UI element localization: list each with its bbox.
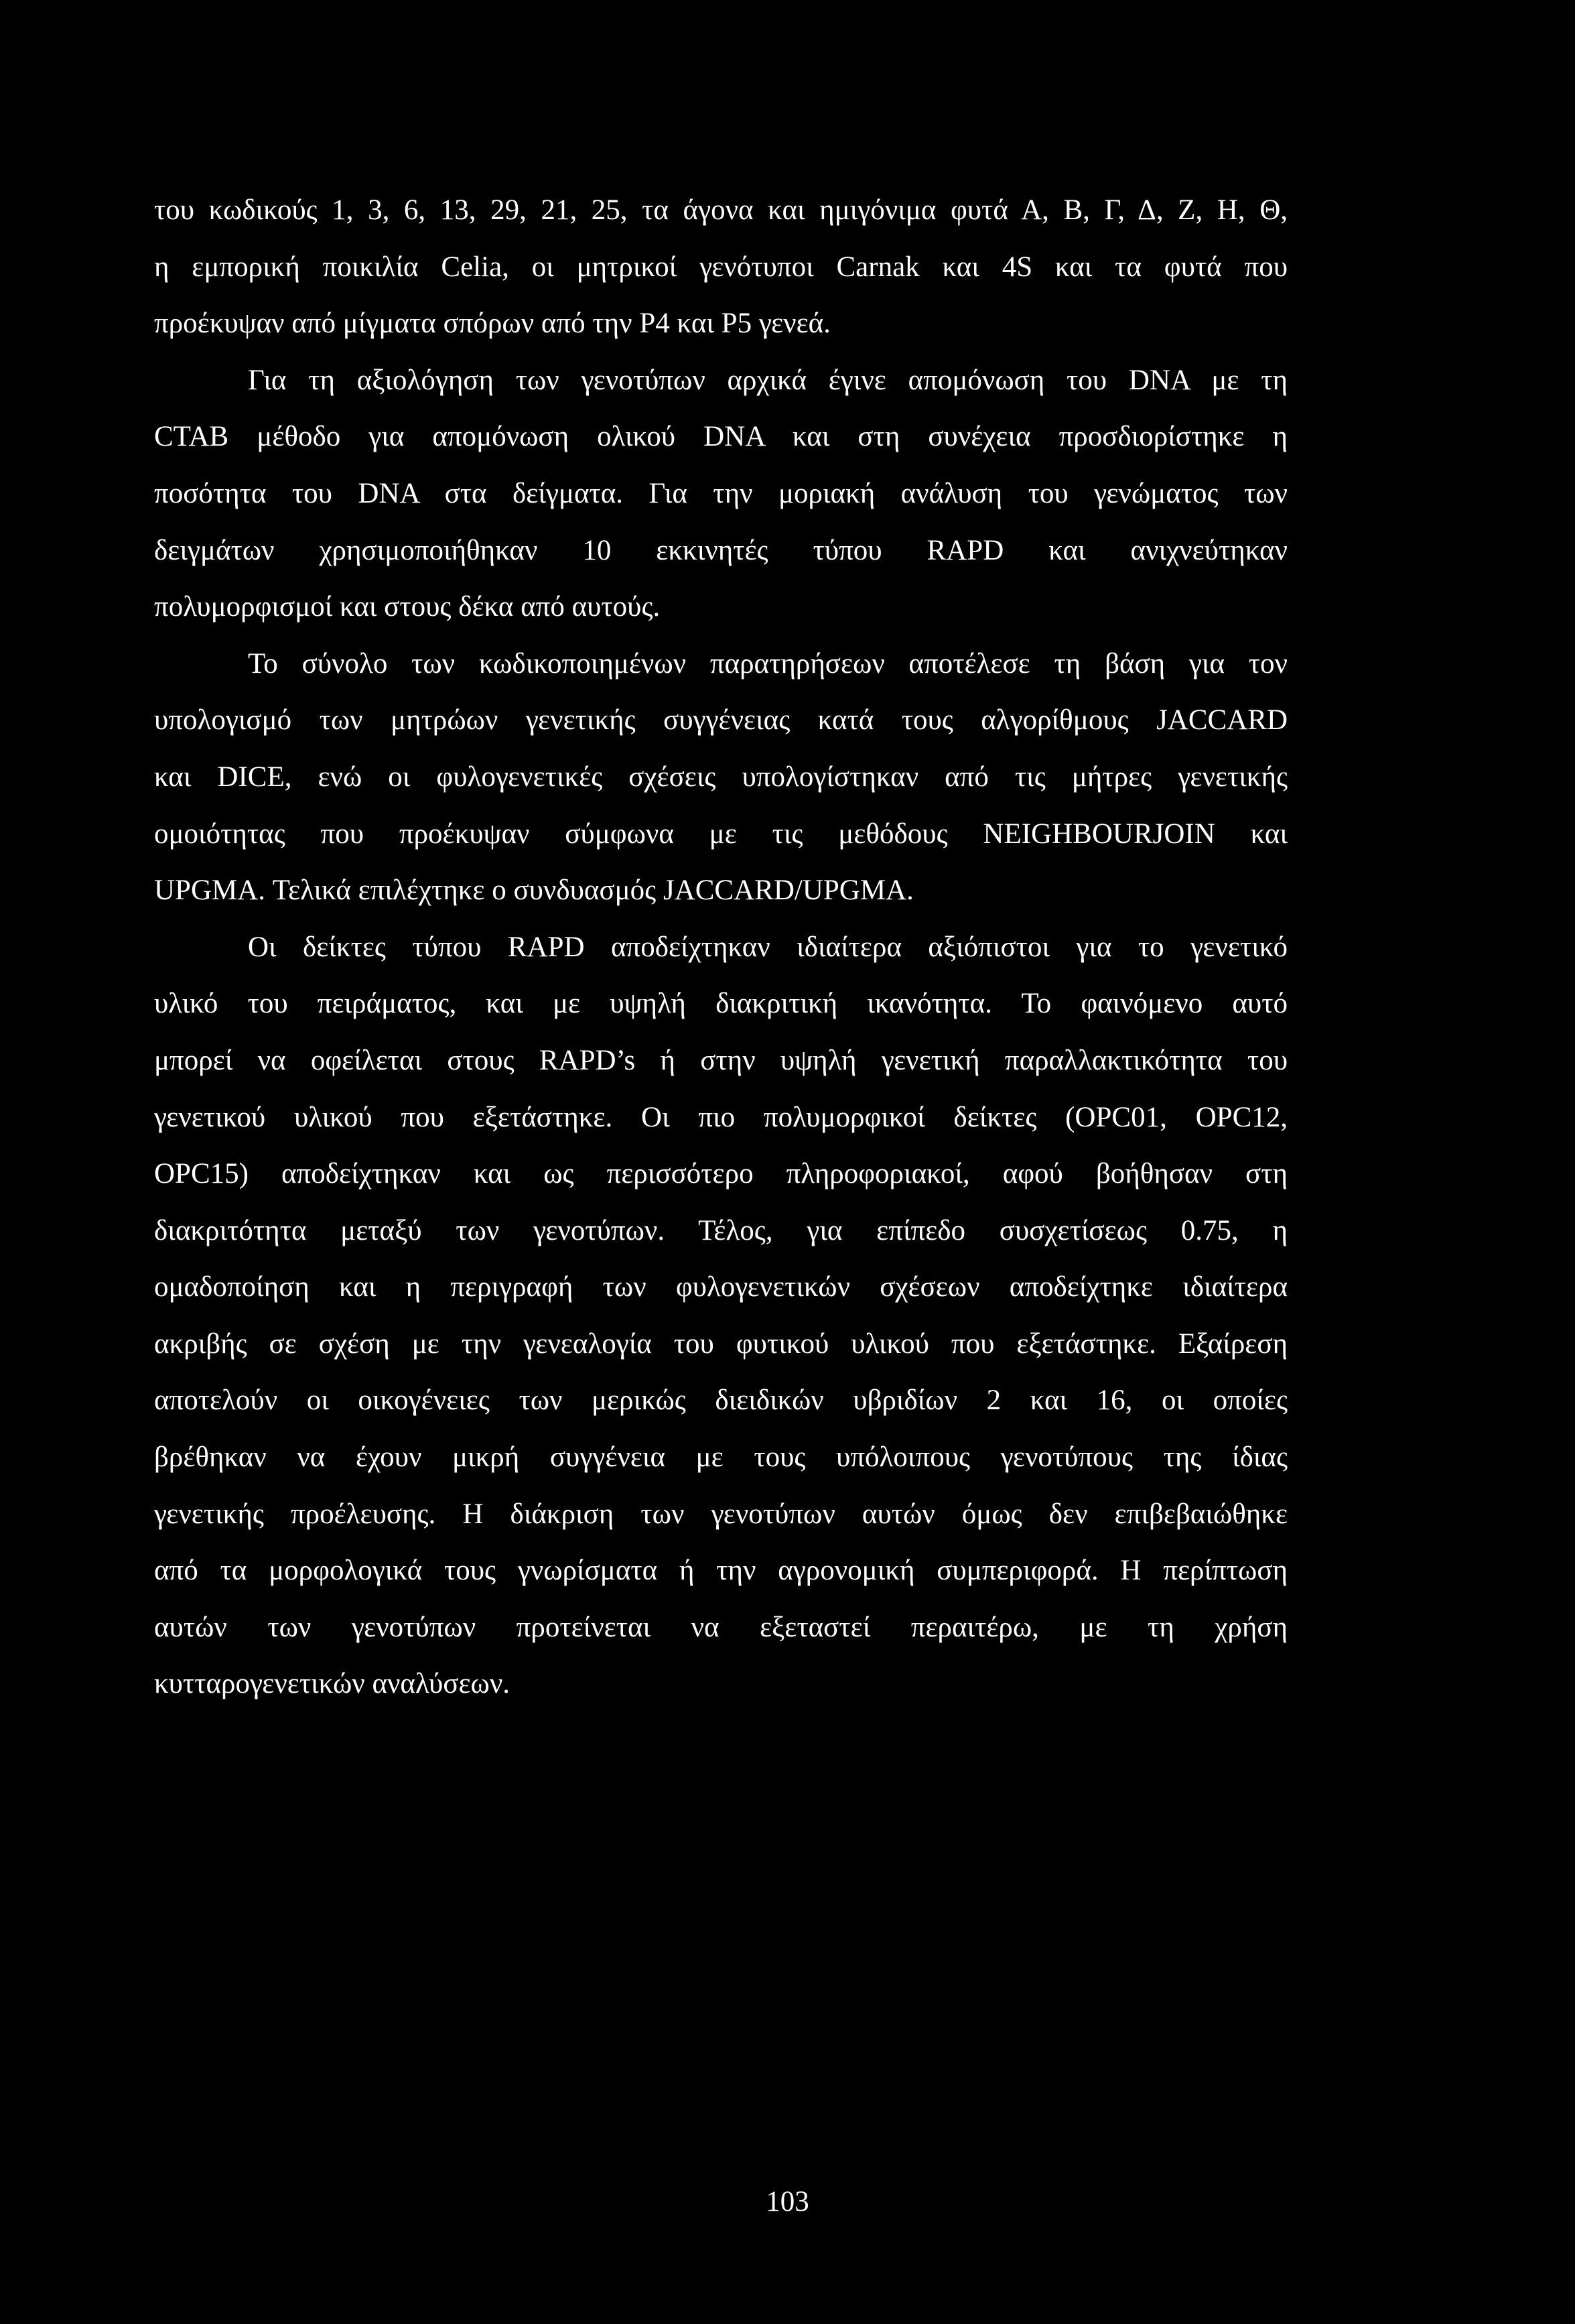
text-line: του κωδικούς 1, 3, 6, 13, 29, 21, 25, τα άγονα και ημιγόνιμα φυτά Α, Β, Γ, Δ, Ζ, Η, Θ, — [154, 194, 1288, 226]
text-line: πολυμορφισμοί και στους δέκα από αυτούς. — [154, 591, 661, 623]
text-line: υλικό του πειράματος, και με υψηλή διακριτική ικανότητα. Το φαινόμενο αυτό — [154, 988, 1288, 1020]
body-text — [154, 182, 1288, 1713]
text-line: Οι δείκτες τύπου RAPD αποδείχτηκαν ιδιαίτερα αξιόπιστοι για το γενετικό — [248, 931, 1288, 963]
text-line: αυτών των γενοτύπων προτείνεται να εξεταστεί περαιτέρω, με τη χρήση — [154, 1611, 1288, 1643]
text-line: δειγμάτων χρησιμοποιήθηκαν 10 εκκινητές τύπου RAPD και ανιχνεύτηκαν — [154, 534, 1288, 566]
text-line: η εμπορική ποικιλία Celia, οι μητρικοί γενότυποι Carnak και 4S και τα φυτά που — [154, 251, 1288, 283]
text-line: προέκυψαν από μίγματα σπόρων από την P4 και P5 γενεά. — [154, 308, 831, 340]
text-line: Για τη αξιολόγηση των γενοτύπων αρχικά έγινε απομόνωση του DNA με τη — [248, 364, 1288, 396]
text-line: κυτταρογενετικών αναλύσεων. — [154, 1668, 510, 1700]
text-line: και DICE, ενώ οι φυλογενετικές σχέσεις υπολογίστηκαν από τις μήτρες γενετικής — [154, 761, 1288, 793]
text-line: γενετικού υλικού που εξετάστηκε. Οι πιο πολυμορφικοί δείκτες (OPC01, OPC12, — [154, 1101, 1288, 1133]
text-line: γενετικής προέλευσης. Η διάκριση των γενοτύπων αυτών όμως δεν επιβεβαιώθηκε — [154, 1498, 1288, 1530]
text-line: Το σύνολο των κωδικοποιημένων παρατηρήσεων αποτέλεσε τη βάση για τον — [248, 647, 1288, 680]
text-line: ποσότητα του DNA στα δείγματα. Για την μοριακή ανάλυση του γενώματος των — [154, 477, 1288, 509]
text-line: αποτελούν οι οικογένειες των μερικώς διειδικών υβριδίων 2 και 16, οι οποίες — [154, 1384, 1288, 1417]
text-line: μπορεί να οφείλεται στους RAPD’s ή στην υψηλή γενετική παραλλακτικότητα του — [154, 1044, 1288, 1076]
text-line: υπολογισμό των μητρώων γενετικής συγγένειας κατά τους αλγορίθμους JACCARD — [154, 704, 1288, 736]
text-line: ακριβής σε σχέση με την γενεαλογία του φυτικού υλικού που εξετάστηκε. Εξαίρεση — [154, 1328, 1288, 1360]
text-line: ομαδοποίηση και η περιγραφή των φυλογενετικών σχέσεων αποδείχτηκε ιδιαίτερα — [154, 1271, 1288, 1303]
text-line: OPC15) αποδείχτηκαν και ως περισσότερο πληροφοριακοί, αφού βοήθησαν στη — [154, 1158, 1288, 1190]
text-line: CTAB μέθοδο για απομόνωση ολικού DNA και στη συνέχεια προσδιορίστηκε η — [154, 421, 1288, 453]
text-line: UPGMA. Τελικά επιλέχτηκε ο συνδυασμός JACCARD/UPGMA. — [154, 875, 914, 907]
page-number: 103 — [766, 2186, 809, 2217]
text-line: διακριτότητα μεταξύ των γενοτύπων. Τέλος, για επίπεδο συσχετίσεως 0.75, η — [154, 1214, 1288, 1246]
text-line: βρέθηκαν να έχουν μικρή συγγένεια με τους υπόλοιπους γενοτύπους της ίδιας — [154, 1441, 1288, 1474]
text-line: ομοιότητας που προέκυψαν σύμφωνα με τις μεθόδους NEIGHBOURJOIN και — [154, 818, 1288, 850]
text-line: από τα μορφολογικά τους γνωρίσματα ή την αγρονομική συμπεριφορά. Η περίπτωση — [154, 1555, 1288, 1587]
